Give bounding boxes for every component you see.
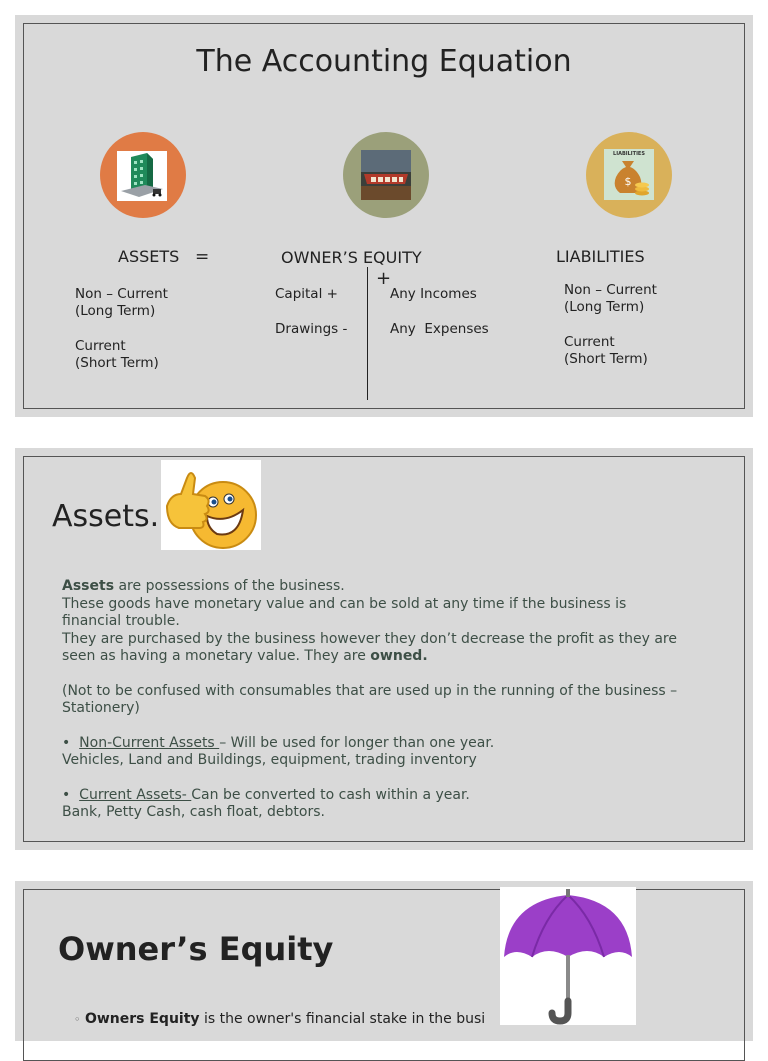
assets-heading bbox=[118, 248, 179, 266]
drawings-label: Drawings - bbox=[275, 321, 348, 337]
assets-p1 bbox=[62, 578, 722, 596]
assets-current bbox=[75, 338, 159, 372]
assets-p7: Stationery) bbox=[62, 700, 140, 716]
expenses-label: Any Expenses bbox=[390, 321, 489, 337]
liabilities-non-current bbox=[564, 282, 657, 316]
liab-nc-line2: (Long Term) bbox=[564, 299, 645, 315]
slide-border bbox=[23, 23, 745, 409]
hollow-bullet: ◦ bbox=[74, 1013, 81, 1026]
current-examples: Bank, Petty Cash, cash float, debtors. bbox=[62, 804, 325, 820]
umbrella-icon bbox=[500, 887, 636, 1025]
owners-equity-line bbox=[74, 1011, 485, 1029]
liabilities-current bbox=[564, 334, 648, 368]
assets-p3: financial trouble. bbox=[62, 613, 180, 629]
assets-p6: (Not to be confused with consumables that are used up in the running of the business – bbox=[62, 682, 678, 699]
non-current-assets-link[interactable]: Non-Current Assets bbox=[79, 734, 220, 751]
owned-bold: owned. bbox=[370, 648, 428, 664]
assets-non-current bbox=[75, 286, 168, 320]
shop-sign-icon bbox=[361, 150, 411, 200]
owners-equity-bold: Owners Equity bbox=[84, 1011, 200, 1027]
slide-assets bbox=[15, 448, 753, 850]
current-bullet bbox=[62, 787, 722, 805]
slide-accounting-equation bbox=[15, 15, 753, 417]
equity-heading: OWNER’S EQUITY bbox=[281, 248, 422, 267]
assets-nc-line2: (Long Term) bbox=[75, 303, 156, 319]
slide-title: Assets. bbox=[52, 499, 160, 534]
assets-p5 bbox=[62, 648, 722, 666]
liabilities-heading: LIABILITIES bbox=[556, 247, 645, 266]
liab-cur-line1: Current bbox=[564, 334, 615, 350]
slide-owners-equity bbox=[15, 881, 753, 1041]
assets-heading-text: ASSETS bbox=[118, 247, 180, 266]
plus-sign: + bbox=[376, 268, 392, 289]
icon-label: LIABILITIES bbox=[613, 151, 645, 157]
equity-circle bbox=[343, 132, 429, 218]
assets-p1-rest: are possessions of the business. bbox=[114, 578, 345, 594]
svg-text:$: $ bbox=[624, 175, 632, 188]
slide-border bbox=[23, 456, 745, 842]
equity-divider bbox=[367, 267, 368, 400]
liab-nc-line1: Non – Current bbox=[564, 282, 657, 298]
assets-p4: They are purchased by the business however they don’t decrease the profit as they are bbox=[62, 630, 677, 647]
owners-equity-rest: is the owner's financial stake in the busi bbox=[199, 1011, 486, 1027]
assets-circle bbox=[100, 132, 186, 218]
assets-p5-pre: seen as having a monetary value. They are bbox=[62, 648, 371, 664]
current-assets-link[interactable]: Current Assets- bbox=[79, 786, 192, 803]
non-current-bullet bbox=[62, 735, 722, 753]
assets-p2: These goods have monetary value and can be sold at any time if the business is bbox=[62, 595, 627, 612]
current-rest: Can be converted to cash within a year. bbox=[191, 786, 470, 803]
slide-title: The Accounting Equation bbox=[196, 44, 572, 79]
equals-sign: = bbox=[195, 247, 210, 267]
non-current-examples: Vehicles, Land and Buildings, equipment, trading inventory bbox=[62, 752, 477, 768]
thumbs-up-smiley-icon bbox=[161, 460, 261, 550]
capital-label: Capital + bbox=[275, 286, 338, 302]
slide-border bbox=[23, 889, 745, 1061]
money-bag-icon bbox=[604, 149, 654, 200]
assets-nc-line1: Non – Current bbox=[75, 286, 168, 302]
assets-body bbox=[62, 578, 722, 822]
bullet-dot: • bbox=[62, 734, 71, 751]
assets-bold-term: Assets bbox=[62, 578, 115, 594]
non-current-rest: – Will be used for longer than one year. bbox=[219, 734, 495, 751]
liabilities-circle bbox=[586, 132, 672, 218]
liab-cur-line2: (Short Term) bbox=[564, 351, 648, 367]
bullet-dot: • bbox=[62, 786, 71, 803]
assets-cur-line1: Current bbox=[75, 338, 126, 354]
building-icon bbox=[117, 151, 167, 201]
assets-cur-line2: (Short Term) bbox=[75, 355, 159, 371]
slide-title: Owner’s Equity bbox=[58, 930, 334, 968]
incomes-label: Any Incomes bbox=[390, 286, 477, 302]
